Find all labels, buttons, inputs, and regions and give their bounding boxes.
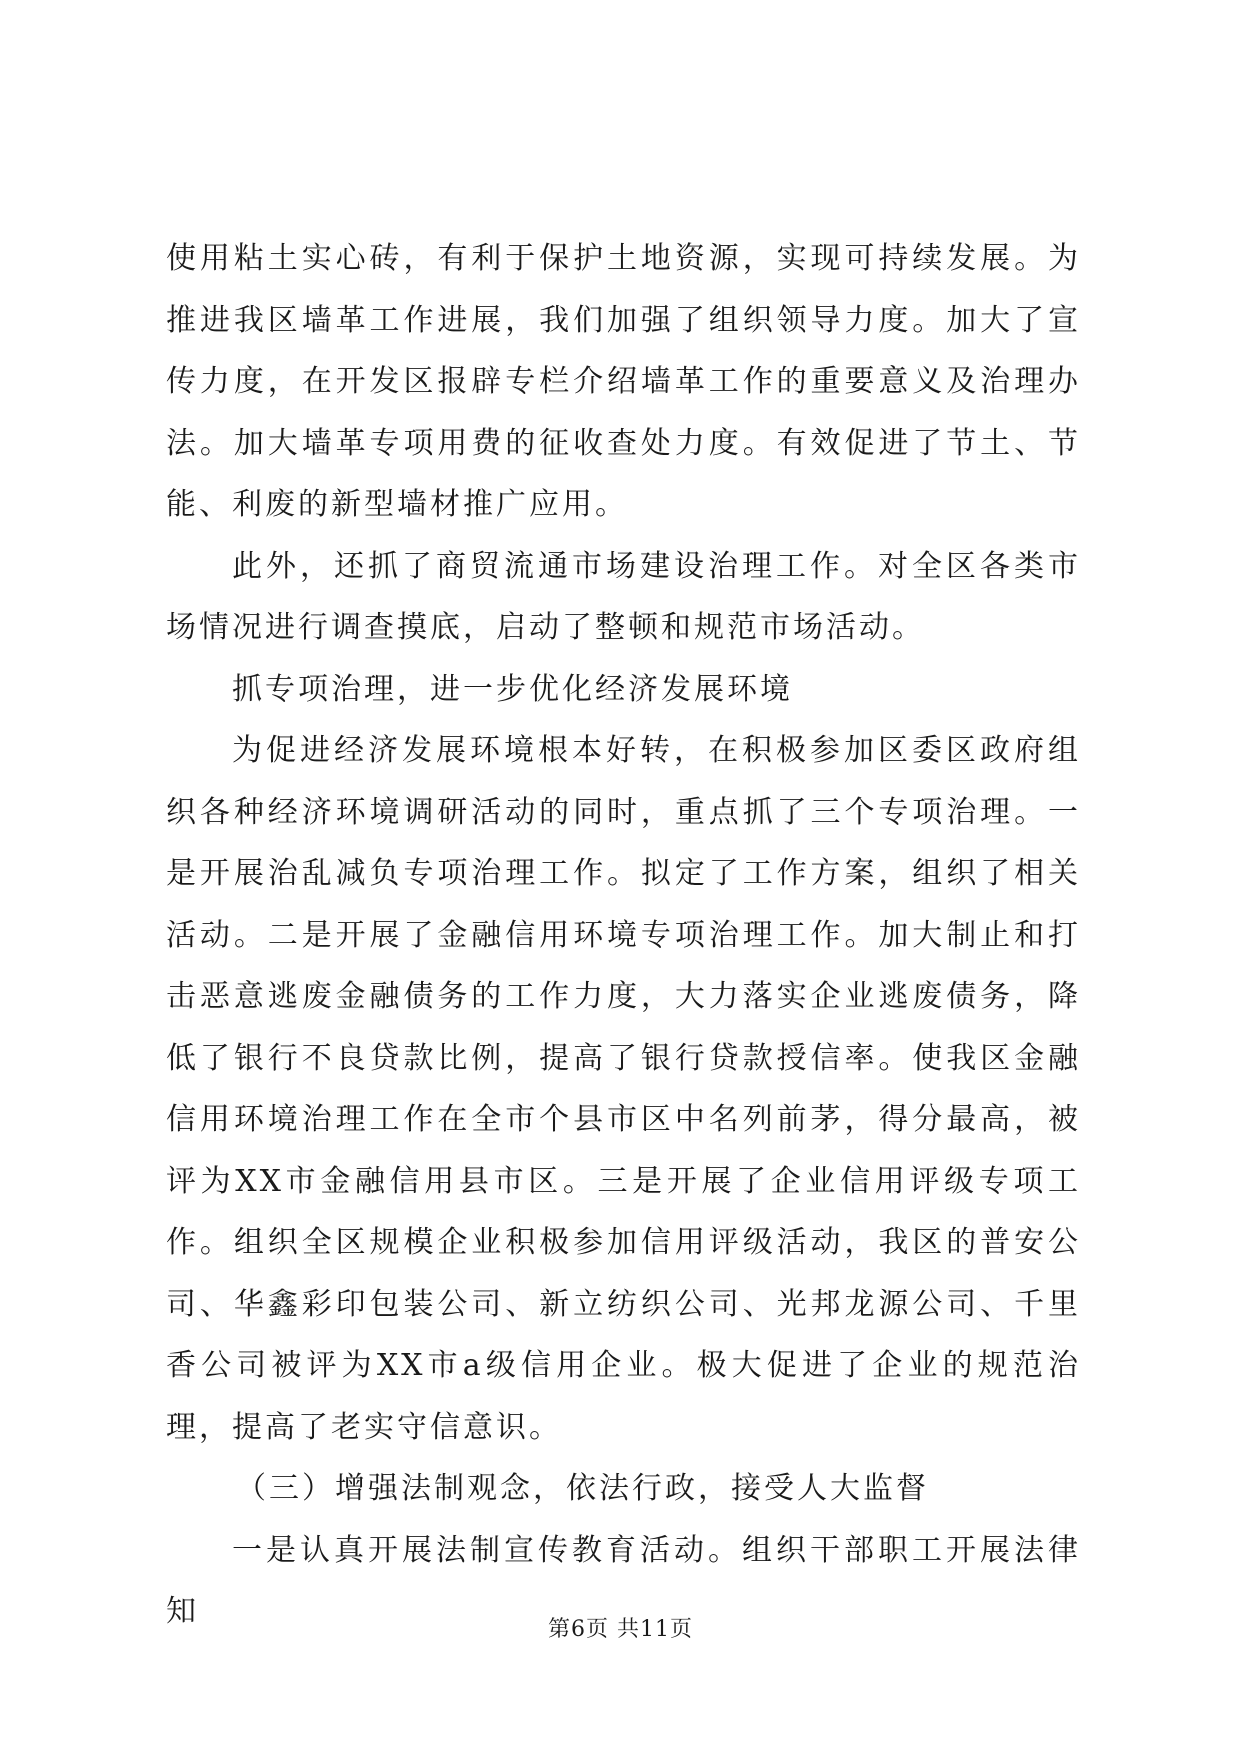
paragraph-economic-environment: 为促进经济发展环境根本好转，在积极参加区委区政府组织各种经济环境调研活动的同时，重点抓了三个专项治理。一是开展治乱减负专项治理工作。拟定了工作方案，组织了相关活动。二是开展了金融信用环境专项治理工作。加大制止和打击恶意逃废金融债务的工作力度，大力落实企业逃废债务，降低了银行不良贷款比例，提高了银行贷款授信率。使我区金融信用环境治理工作在全市个县市区中名列前茅，得分最高，被评为XX市金融信用县市区。三是开展了企业信用评级专项工作。组织全区规模企业积极参加信用评级活动，我区的普安公司、华鑫彩印包装公司、新立纺织公司、光邦龙源公司、千里香公司被评为XX市a级信用企业。极大促进了企业的规范治理，提高了老实守信意识。: [166, 733, 1081, 1445]
document-body: [166, 228, 1081, 1643]
section-heading-special-governance: 抓专项治理，进一步优化经济发展环境: [232, 671, 793, 707]
page-footer: 第6页 共11页: [548, 1617, 693, 1642]
paragraph-legal-education: 一是认真开展法制宣传教育活动。组织干部职工开展法律知: [166, 1532, 1081, 1629]
paragraph-continued: 使用粘土实心砖，有利于保护土地资源，实现可持续发展。为推进我区墙革工作进展，我们加强了组织领导力度。加大了宣传力度，在开发区报辟专栏介绍墙革工作的重要意义及治理办法。加大墙革专项用费的征收查处力度。有效促进了节土、节能、利废的新型墙材推广应用。: [166, 241, 1081, 522]
section-heading-legal: （三）增强法制观念，依法行政，接受人大监督: [236, 1471, 929, 1506]
paragraph-market: 此外，还抓了商贸流通市场建设治理工作。对全区各类市场情况进行调查摸底，启动了整顿和规范市场活动。: [166, 548, 1081, 645]
